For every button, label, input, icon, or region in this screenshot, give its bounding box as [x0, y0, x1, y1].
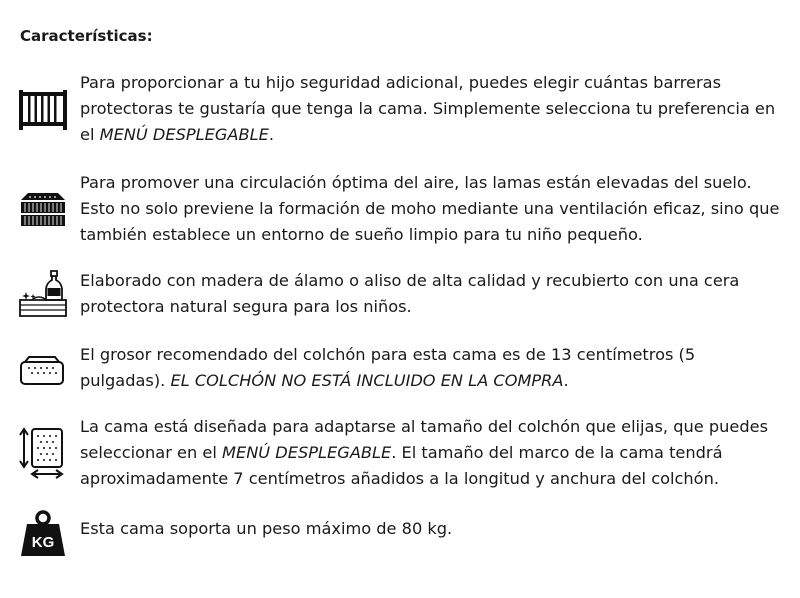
feature-text-part: . El tamaño del marco de la cama tendrá aproximadamente 7 centímetros añadidos a la longitud y anchura del colchón.	[80, 443, 723, 488]
crib-icon	[18, 84, 68, 134]
mattress-size-icon	[18, 426, 68, 476]
feature-text-part: El grosor recomendado del colchón para esta cama es de 13 centímetros (5 pulgadas).	[80, 345, 696, 390]
feature-text	[80, 414, 780, 492]
feature-text-part: .	[268, 125, 275, 144]
feature-text-part: .	[563, 371, 569, 390]
kg-weight-icon	[18, 510, 68, 558]
page-heading: Características:	[20, 27, 153, 45]
wood-finish-icon	[18, 268, 68, 318]
feature-text-part: Para promover una circulación óptima del aire, las lamas están elevadas del suelo. Esto no solo previene la formación de moho mediante una ventilación eficaz, sino que también establece un entorno de sueño limpio para tu niño pequeño.	[80, 173, 780, 244]
dropdown-menu-reference: MENÚ DESPLEGABLE	[222, 443, 392, 462]
feature-text-part: La cama está diseñada para adaptarse al tamaño del colchón que elijas, que puedes seleccionar en el	[80, 417, 769, 462]
feature-text	[80, 70, 780, 148]
mattress-not-included-note: EL COLCHÓN NO ESTÁ INCLUIDO EN LA COMPRA	[170, 371, 564, 390]
feature-text-part: Elaborado con madera de álamo o aliso de alta calidad y recubierto con una cera protectora natural segura para los niños.	[80, 271, 740, 316]
weight-unit-label: KG	[31, 534, 55, 551]
slatted-base-icon	[18, 190, 68, 240]
feature-text	[80, 516, 780, 542]
feature-text	[80, 342, 780, 394]
mattress-icon	[18, 354, 68, 404]
feature-text-part: Para proporcionar a tu hijo seguridad adicional, puedes elegir cuántas barreras protectoras te gustaría que tenga la cama. Simplemente selecciona tu preferencia en el	[80, 73, 776, 144]
feature-text-part: Esta cama soporta un peso máximo de 80 kg.	[80, 519, 453, 538]
feature-text	[80, 170, 780, 248]
feature-text	[80, 268, 780, 320]
dropdown-menu-reference: MENÚ DESPLEGABLE	[99, 125, 269, 144]
